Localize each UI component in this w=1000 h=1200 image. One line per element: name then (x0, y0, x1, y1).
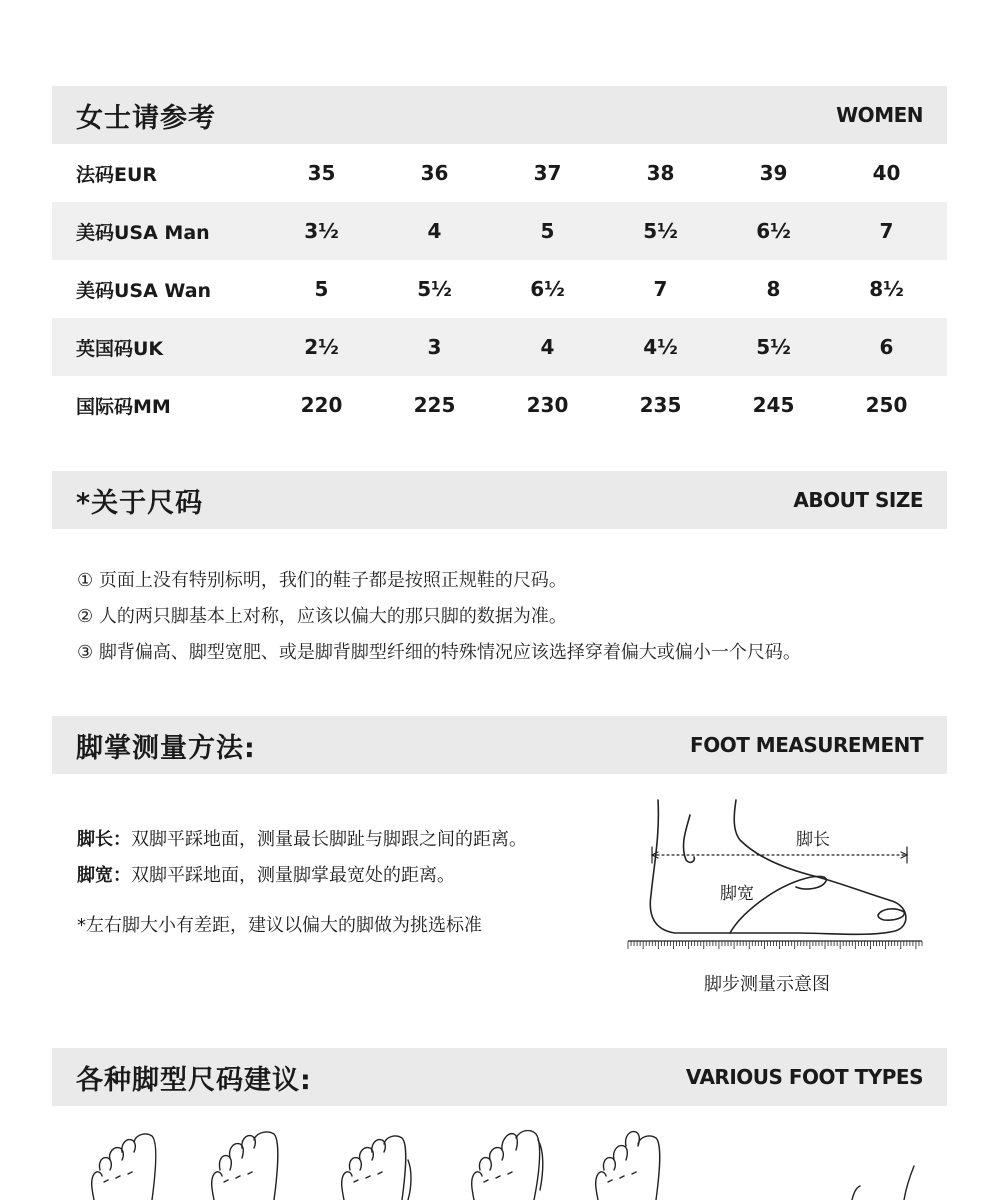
table-cell: 38 (646, 161, 675, 185)
note-3: ③ 脚背偏高、脚型宽肥、或是脚背脚型纤细的特殊情况应该选择穿着偏大或偏小一个尺码。 (77, 642, 801, 663)
foot-types-title-en: VARIOUS FOOT TYPES (685, 1065, 923, 1089)
table-cell: 225 (413, 393, 456, 417)
table-row-uk (52, 318, 947, 376)
table-cell: 40 (872, 161, 901, 185)
length-text: 双脚平踩地面，测量最长脚趾与脚跟之间的距离。 (131, 829, 527, 850)
table-row-mm (52, 376, 947, 434)
about-size-title-en: ABOUT SIZE (793, 488, 923, 512)
table-row-usa-wan (52, 260, 947, 318)
women-header (52, 86, 947, 144)
note-2: ② 人的两只脚基本上对称，应该以偏大的那只脚的数据为准。 (77, 606, 567, 627)
table-cell: 5½ (643, 219, 678, 243)
width-instruction (77, 858, 527, 894)
table-cell: 37 (533, 161, 562, 185)
women-title-en: WOMEN (836, 103, 923, 127)
diagram-caption: 脚步测量示意图 (704, 974, 830, 995)
foot-measurement-title: 脚掌测量方法: (76, 732, 256, 764)
row-label: 美码USA Wan (76, 279, 212, 302)
women-title: 女士请参考 (76, 102, 216, 134)
table-cell: 4 (427, 219, 442, 243)
row-label: 国际码MM (76, 395, 171, 418)
length-label: 脚长： (77, 829, 131, 850)
size-table (52, 144, 947, 434)
table-cell: 8 (766, 277, 781, 301)
row-label: 英国码UK (76, 337, 164, 360)
table-cell: 4 (540, 335, 555, 359)
foot-types-header (52, 1048, 947, 1106)
note-1: ① 页面上没有特别标明，我们的鞋子都是按照正规鞋的尺码。 (77, 570, 567, 591)
table-row-usa-man (52, 202, 947, 260)
table-cell: 3 (427, 335, 442, 359)
diagram-width-label: 脚宽 (720, 884, 754, 904)
table-cell: 35 (307, 161, 336, 185)
row-label: 法码EUR (76, 163, 158, 186)
table-cell: 5½ (756, 335, 791, 359)
table-cell: 39 (759, 161, 788, 185)
table-cell: 4½ (643, 335, 678, 359)
row-label: 美码USA Man (76, 221, 210, 244)
table-cell: 2½ (304, 335, 339, 359)
about-size-header (52, 471, 947, 529)
table-cell: 8½ (869, 277, 904, 301)
length-instruction (77, 822, 527, 858)
foot-diagram (620, 795, 930, 1005)
foot-toes-icon (52, 1130, 947, 1200)
table-cell: 250 (865, 393, 908, 417)
table-cell: 245 (752, 393, 795, 417)
table-cell: 3½ (304, 219, 339, 243)
table-cell: 235 (639, 393, 682, 417)
width-text: 双脚平踩地面，测量脚掌最宽处的距离。 (131, 865, 455, 886)
table-cell: 6½ (756, 219, 791, 243)
table-cell: 7 (879, 219, 894, 243)
measure-tip: *左右脚大小有差距，建议以偏大的脚做为挑选标准 (77, 915, 482, 936)
table-cell: 6 (879, 335, 894, 359)
foot-measurement-header (52, 716, 947, 774)
size-notes (77, 563, 801, 671)
foot-measurement-title-en: FOOT MEASUREMENT (690, 733, 923, 757)
foot-types-illustrations (52, 1130, 947, 1200)
table-cell: 5½ (417, 277, 452, 301)
foot-outline-icon (620, 795, 930, 965)
table-cell: 5 (540, 219, 555, 243)
table-row-eur (52, 144, 947, 202)
foot-types-title: 各种脚型尺码建议: (76, 1064, 312, 1096)
table-cell: 6½ (530, 277, 565, 301)
table-cell: 230 (526, 393, 569, 417)
width-label: 脚宽： (77, 865, 131, 886)
diagram-length-label: 脚长 (796, 830, 830, 850)
about-size-title: *关于尺码 (76, 487, 204, 519)
measure-instructions (77, 822, 527, 937)
table-cell: 36 (420, 161, 449, 185)
table-cell: 5 (314, 277, 329, 301)
table-cell: 220 (300, 393, 343, 417)
table-cell: 7 (653, 277, 668, 301)
ruler-ticks (628, 941, 922, 949)
